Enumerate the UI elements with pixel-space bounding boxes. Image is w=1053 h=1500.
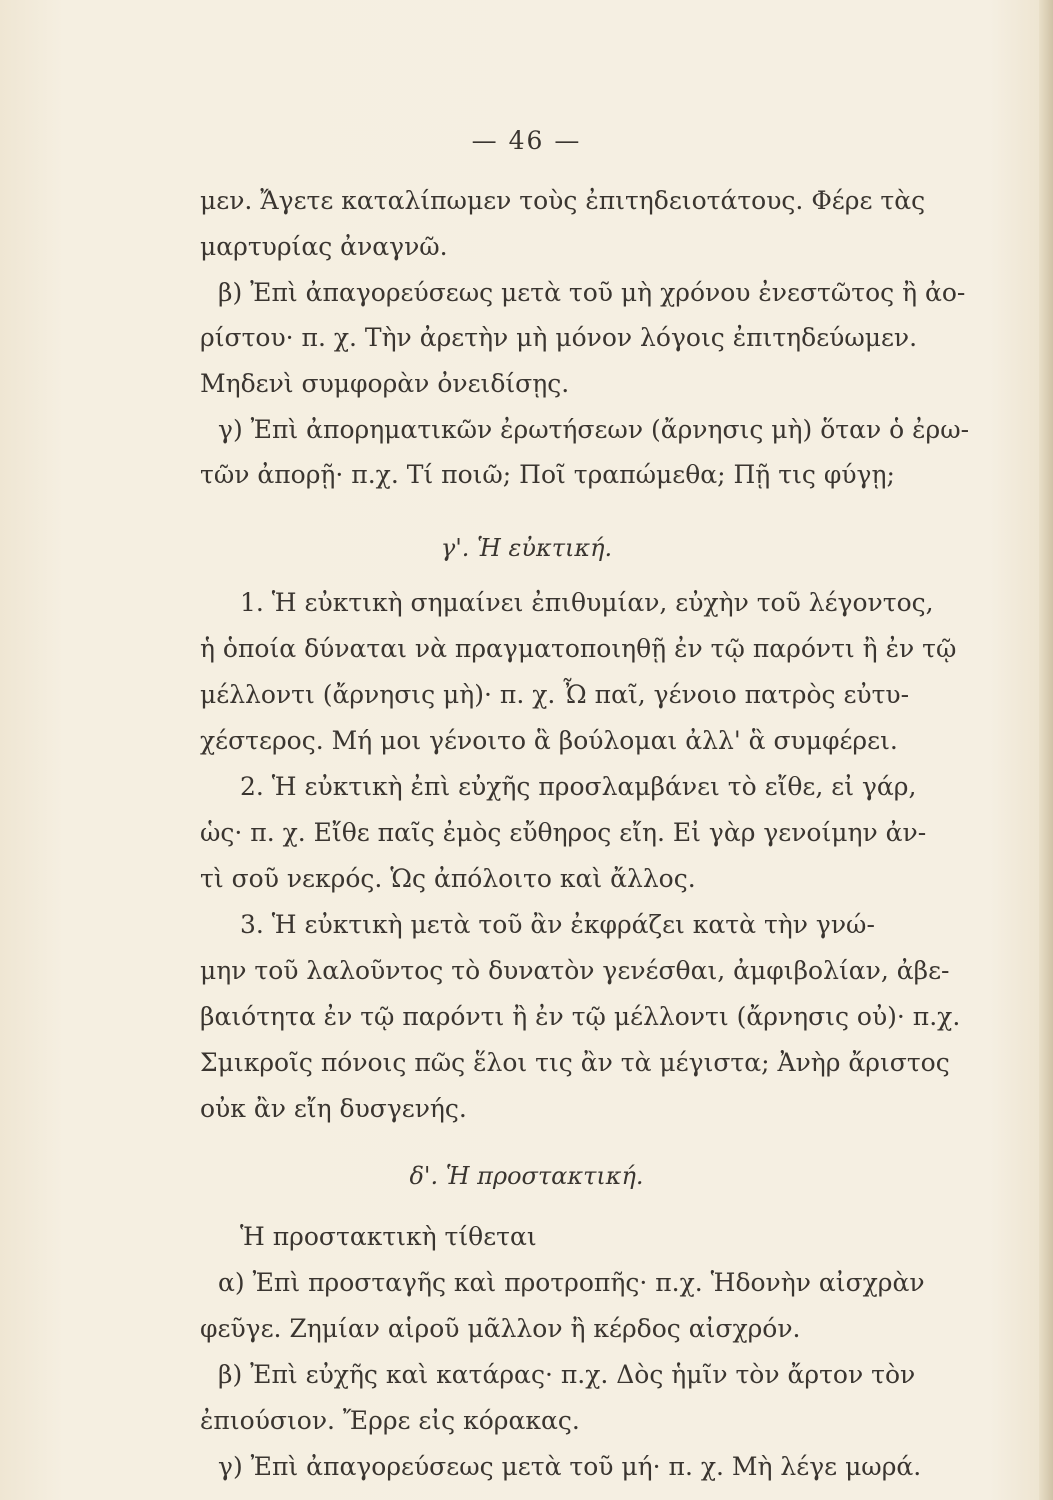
text-line: 2. Ἡ εὐκτικὴ ἐπὶ εὐχῆς προσλαμβάνει τὸ εἴθε, εἰ γάρ, <box>240 772 917 801</box>
text-line: τῶν ἀπορῇ· π.χ. Τί ποιῶ; Ποῖ τραπώμεθα; Πῇ τις φύγῃ; <box>200 460 895 489</box>
text-line: β) Ἐπὶ εὐχῆς καὶ κατάρας· π.χ. Δὸς ἡμῖν τὸν ἄρτον τὸν <box>218 1360 916 1389</box>
text-line: φεῦγε. Ζημίαν αἱροῦ μᾶλλον ἢ κέρδος αἰσχρόν. <box>200 1314 801 1343</box>
text-line: ἡ ὁποία δύναται νὰ πραγματοποιηθῇ ἐν τῷ παρόντι ἢ ἐν τῷ <box>200 634 957 663</box>
text-line: ὡς· π. χ. Εἴθε παῖς ἐμὸς εὔθηρος εἴη. Εἰ γὰρ γενοίμην ἀν- <box>200 818 927 847</box>
text-line: μεν. Ἄγετε καταλίπωμεν τοὺς ἐπιτηδειοτάτους. Φέρε τὰς <box>200 186 926 215</box>
text-line: χέστερος. Μή μοι γένοιτο ἃ βούλομαι ἀλλ' ἃ συμφέρει. <box>200 726 898 755</box>
text-line: οὐκ ἂν εἴη δυσγενής. <box>200 1094 467 1123</box>
text-line: Σμικροῖς πόνοις πῶς ἕλοι τις ἂν τὰ μέγιστα; Ἀνὴρ ἄριστος <box>200 1048 950 1077</box>
text-line: Ἡ προστακτικὴ τίθεται <box>240 1222 537 1251</box>
text-line: γ) Ἐπὶ ἀπορηματικῶν ἐρωτήσεων (ἄρνησις μὴ) ὅταν ὁ ἐρω- <box>218 415 970 444</box>
text-line: ἐπιούσιον. Ἔρρε εἰς κόρακας. <box>200 1406 580 1435</box>
text-line: α) Ἐπὶ προσταγῆς καὶ προτροπῆς· π.χ. Ἡδονὴν αἰσχρὰν <box>218 1268 925 1297</box>
text-line: τὶ σοῦ νεκρός. Ὡς ἀπόλοιτο καὶ ἄλλος. <box>200 864 696 893</box>
text-line: γ) Ἐπὶ ἀπαγορεύσεως μετὰ τοῦ μή· π. χ. Μὴ λέγε μωρά. <box>218 1452 922 1481</box>
section-heading-optative: γ'. Ἡ εὐκτική. <box>440 534 613 562</box>
text-line: 3. Ἡ εὐκτικὴ μετὰ τοῦ ἂν ἐκφράζει κατὰ τὴν γνώ- <box>240 910 875 939</box>
text-line: μέλλοντι (ἄρνησις μὴ)· π. χ. Ὦ παῖ, γένοιο πατρὸς εὐτυ- <box>200 680 910 709</box>
text-line: 1. Ἡ εὐκτικὴ σημαίνει ἐπιθυμίαν, εὐχὴν τοῦ λέγοντος, <box>240 588 934 617</box>
page-edge <box>1039 0 1053 1500</box>
text-line: μην τοῦ λαλοῦντος τὸ δυνατὸν γενέσθαι, ἀμφιβολίαν, ἀβε- <box>200 956 950 985</box>
text-line: β) Ἐπὶ ἀπαγορεύσεως μετὰ τοῦ μὴ χρόνου ἐνεστῶτος ἢ ἀο- <box>218 278 966 307</box>
text-line: βαιότητα ἐν τῷ παρόντι ἢ ἐν τῷ μέλλοντι (ἄρνησις οὐ)· π.χ. <box>200 1002 961 1031</box>
text-line: μαρτυρίας ἀναγνῶ. <box>200 232 448 261</box>
text-line: Μηδενὶ συμφορὰν ὀνειδίσῃς. <box>200 369 570 398</box>
section-heading-imperative: δ'. Ἡ προστακτική. <box>409 1162 644 1190</box>
page-number: — 46 — <box>471 126 582 155</box>
text-line: ρίστου· π. χ. Τὴν ἀρετὴν μὴ μόνον λόγοις ἐπιτηδεύωμεν. <box>200 323 918 352</box>
